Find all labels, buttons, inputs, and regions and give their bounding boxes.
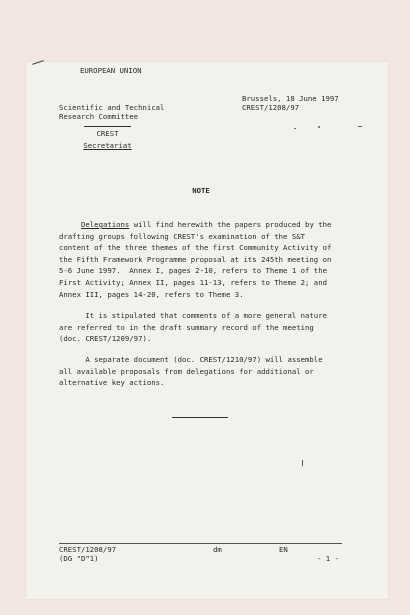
footer-dg: (DG "D"1) — [59, 554, 99, 563]
place-date: Brussels, 18 June 1997 — [242, 94, 339, 103]
page-number: - 1 - — [317, 554, 339, 563]
org-name: EUROPEAN UNION — [80, 66, 142, 75]
unit-name: CREST — [96, 129, 119, 138]
footer-language: EN — [279, 545, 288, 554]
header-rule — [84, 126, 131, 127]
speck — [302, 460, 303, 466]
document-reference: CREST/1208/97 — [242, 103, 300, 112]
speck — [294, 128, 296, 129]
pen-mark — [32, 60, 44, 65]
footer-initials: dm — [213, 545, 222, 554]
footer-rule — [59, 543, 342, 544]
delegations-word: Delegations — [81, 220, 130, 229]
committee-name-line1: Scientific and Technical — [59, 103, 165, 112]
document-page — [26, 62, 388, 599]
speck — [358, 126, 362, 127]
speck — [318, 126, 320, 128]
paragraph-2: It is stipulated that comments of a more general nature are referred to in the draft summary record of the meeting (doc. CREST/1209/97). — [59, 311, 327, 344]
footer-reference: CREST/1208/97 — [59, 545, 117, 554]
paragraph-1: Delegations will find herewith the papers produced by the drafting groups following CREST's examination of the S&T content of the three themes of the first Community Activity of the Fifth Framework Programme proposal at its 245th meeting on 5-6 June 1997. Annex I, pages 2-10, refers to Theme 1 of the First Activity; Annex II, pages 11-13, refers to Theme 2; and Annex III, pages 14-20, refers to Theme 3. — [59, 220, 332, 299]
closing-rule — [172, 417, 228, 418]
paragraph-3: A separate document (doc. CREST/1210/97) will assemble all available proposals from delegations for additional or alternative key actions. — [59, 355, 323, 388]
document-title: NOTE — [192, 186, 210, 195]
committee-name-line2: Research Committee — [59, 112, 139, 121]
sub-unit-name: Secretariat — [83, 141, 132, 150]
